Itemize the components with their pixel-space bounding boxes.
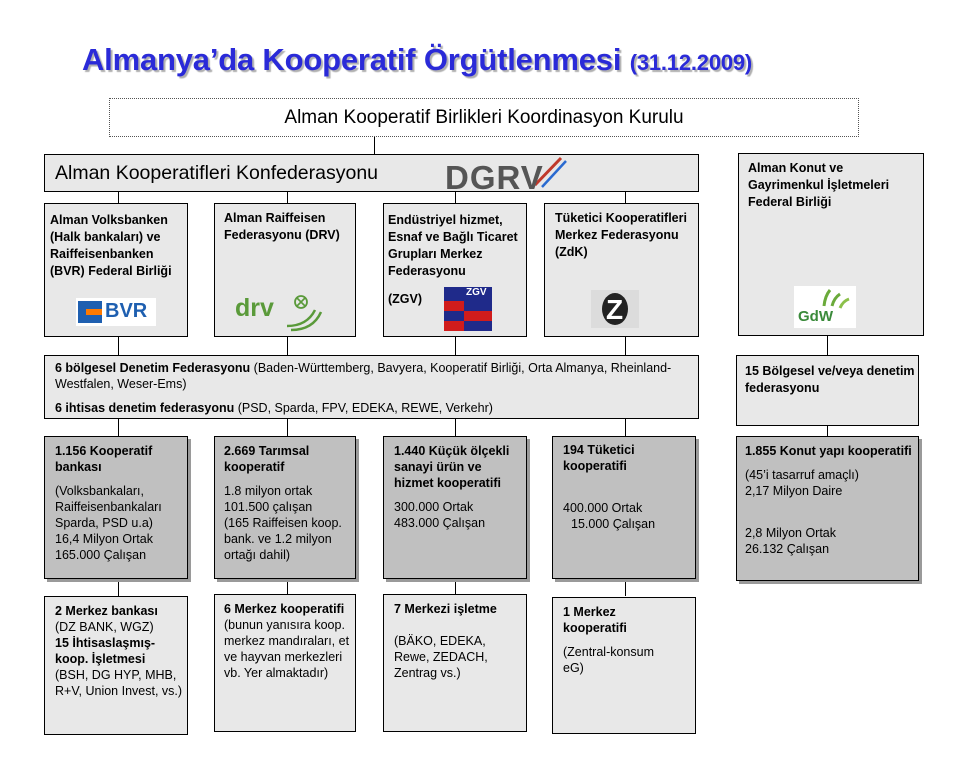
connector-line — [287, 191, 288, 203]
connector-line — [625, 579, 626, 596]
zdk-logo — [591, 290, 639, 328]
bvr-logo-mark-icon — [78, 301, 102, 323]
audit-regional-rest: (Baden-Württemberg, Bavyera, Kooperatif Birliği, Orta Almanya, Rheinland-Westfalen, Weser-Ems) — [55, 361, 672, 391]
audit-regional — [55, 360, 695, 392]
confederation-label: Alman Kooperatifleri Konfederasyonu — [55, 162, 379, 184]
coordination-council-box — [109, 98, 859, 137]
central-box-agri — [214, 594, 356, 732]
central-text: (Zentral-konsum eG) — [563, 645, 654, 675]
stats-heading: 194 Tüketici kooperatifi — [563, 443, 635, 473]
housing-federation-label: Alman Konut ve Gayrimenkul İşletmeleri Federal Birliği — [748, 161, 890, 209]
drv-logo-emblem-icon — [235, 292, 327, 332]
stats-line: 483.000 Çalışan — [394, 516, 486, 530]
stats-line: (45’i tasarruf amaçlı) — [745, 468, 859, 482]
connector-line — [374, 137, 375, 154]
drv-logo-text: drv — [235, 294, 274, 322]
audit-federations-box — [44, 355, 699, 419]
stats-box-consumer — [552, 436, 696, 579]
zdk-logo-text: Z — [606, 294, 624, 325]
federation-abbr: (ZGV) — [388, 292, 423, 306]
zgv-logo-block-icon — [444, 311, 464, 321]
stats-line: (165 Raiffeisen koop. bank. ve 1.2 milyon ortağı dahil) — [224, 516, 342, 562]
stats-heading: 2.669 Tarımsal kooperatif — [224, 444, 310, 474]
stats-line: 16,4 Milyon Ortak — [55, 532, 153, 546]
stats-line: 400.000 Ortak — [563, 501, 643, 515]
central-box-banks — [44, 596, 188, 735]
title-main: Almanya’da Kooperatif Örgütlenmesi — [82, 42, 622, 77]
stats-line: 26.132 Çalışan — [745, 542, 830, 556]
stats-line: 2,8 Milyon Ortak — [745, 526, 837, 540]
zgv-logo-block-icon — [464, 321, 492, 331]
zgv-logo-block-icon — [464, 301, 492, 311]
audit-special-rest: (PSD, Sparda, FPV, EDEKA, REWE, Verkehr) — [234, 401, 493, 415]
stats-content — [745, 443, 915, 557]
gdw-logo-text: GdW — [798, 308, 833, 325]
stats-content — [224, 443, 352, 563]
connector-line — [827, 335, 828, 355]
stats-content — [563, 442, 693, 532]
federation-label: Alman Volksbanken (Halk bankaları) ve Raiffeisenbanken (BVR) Federal Birliği — [50, 213, 172, 278]
central-content — [224, 601, 352, 681]
connector-line — [118, 191, 119, 203]
drv-logo — [235, 292, 327, 332]
connector-line — [118, 418, 119, 436]
connector-line — [625, 337, 626, 355]
connector-line — [625, 191, 626, 203]
dgrv-logo — [443, 155, 573, 196]
stats-line: 165.000 Çalışan — [55, 548, 147, 562]
stats-line: 15.000 Çalışan — [571, 517, 656, 531]
zgv-logo — [444, 287, 492, 331]
federation-label: Endüstriyel hizmet, Esnaf ve Bağlı Ticaret Grupları Merkez Federasyonu — [388, 213, 518, 278]
stats-line: 1.8 milyon ortak — [224, 484, 313, 498]
connector-line — [287, 337, 288, 355]
stats-content — [394, 443, 524, 531]
connector-line — [625, 418, 626, 436]
zgv-logo-text: ZGV — [466, 287, 487, 298]
stats-box-banks — [44, 436, 188, 579]
housing-audit-label: 15 Bölgesel ve/veya denetim federasyonu — [745, 364, 915, 395]
zgv-logo-block-icon — [444, 301, 464, 311]
housing-audit-box — [736, 355, 919, 426]
central-heading: 2 Merkez bankası — [55, 604, 158, 618]
stats-heading: 1.855 Konut yapı kooperatifi — [745, 444, 912, 458]
stats-box-housing — [736, 436, 919, 581]
federation-label: Alman Raiffeisen Federasyonu (DRV) — [224, 211, 340, 242]
audit-regional-bold: 6 bölgesel Denetim Federasyonu — [55, 361, 251, 375]
page-title — [82, 42, 752, 78]
stats-line: (Volksbankaları, Raiffeisenbankaları Sparda, PSD u.a) — [55, 484, 162, 530]
stats-box-industry — [383, 436, 527, 579]
stats-content — [55, 443, 185, 563]
stats-line: 2,17 Milyon Daire — [745, 484, 843, 498]
stats-heading: 1.440 Küçük ölçekli sanayi ürün ve hizmet kooperatifi — [394, 444, 510, 490]
title-date: (31.12.2009) — [629, 50, 753, 75]
central-heading: 1 Merkez kooperatifi — [563, 605, 627, 635]
stats-box-agri — [214, 436, 356, 579]
bvr-logo-mark-accent-icon — [86, 309, 102, 315]
connector-line — [118, 579, 119, 596]
federation-box-bvr — [44, 203, 188, 337]
central-text: (bunun yanısıra koop. merkez mandıraları, et ve hayvan merkezleri vb. Yer almaktadır) — [224, 618, 350, 680]
federation-box-drv — [214, 203, 356, 337]
federation-box-zdk — [544, 203, 699, 337]
audit-special — [55, 400, 695, 416]
connector-line — [455, 418, 456, 436]
central-content — [394, 601, 524, 681]
central-content — [563, 604, 668, 676]
central-text: (DZ BANK, WGZ) — [55, 620, 154, 634]
dgrv-logo-text: DGRV — [445, 159, 544, 196]
central-text: (BSH, DG HYP, MHB, R+V, Union Invest, vs.) — [55, 668, 183, 698]
stats-line: 300.000 Ortak — [394, 500, 474, 514]
central-text: (BÄKO, EDEKA, Rewe, ZEDACH, Zentrag vs.) — [394, 634, 488, 680]
zgv-logo-block-icon — [444, 321, 464, 331]
connector-line — [455, 337, 456, 355]
federation-box-zgv — [383, 203, 527, 337]
bvr-logo — [76, 298, 156, 326]
stats-line: 101.500 çalışan — [224, 500, 313, 514]
connector-line — [118, 337, 119, 355]
confederation-box — [44, 154, 699, 196]
central-heading: 15 İhtisaslaşmış-koop. İşletmesi — [55, 636, 156, 666]
stats-heading: 1.156 Kooperatif bankası — [55, 444, 153, 474]
gdw-logo — [794, 286, 856, 328]
zgv-logo-block-icon — [464, 311, 492, 321]
federation-label: Tüketici Kooperatifleri Merkez Federasyonu (ZdK) — [555, 211, 687, 259]
coordination-council-label: Alman Kooperatif Birlikleri Koordinasyon Kurulu — [284, 106, 684, 128]
central-content — [55, 603, 187, 699]
central-box-industry — [383, 594, 527, 732]
housing-federation-box — [738, 153, 924, 336]
bvr-logo-text: BVR — [105, 300, 148, 322]
central-heading: 7 Merkezi işletme — [394, 602, 497, 616]
audit-special-bold: 6 ihtisas denetim federasyonu — [55, 401, 235, 415]
connector-line — [827, 425, 828, 436]
central-heading: 6 Merkez kooperatifi — [224, 602, 345, 616]
central-box-consumer — [552, 597, 696, 734]
connector-line — [287, 418, 288, 436]
